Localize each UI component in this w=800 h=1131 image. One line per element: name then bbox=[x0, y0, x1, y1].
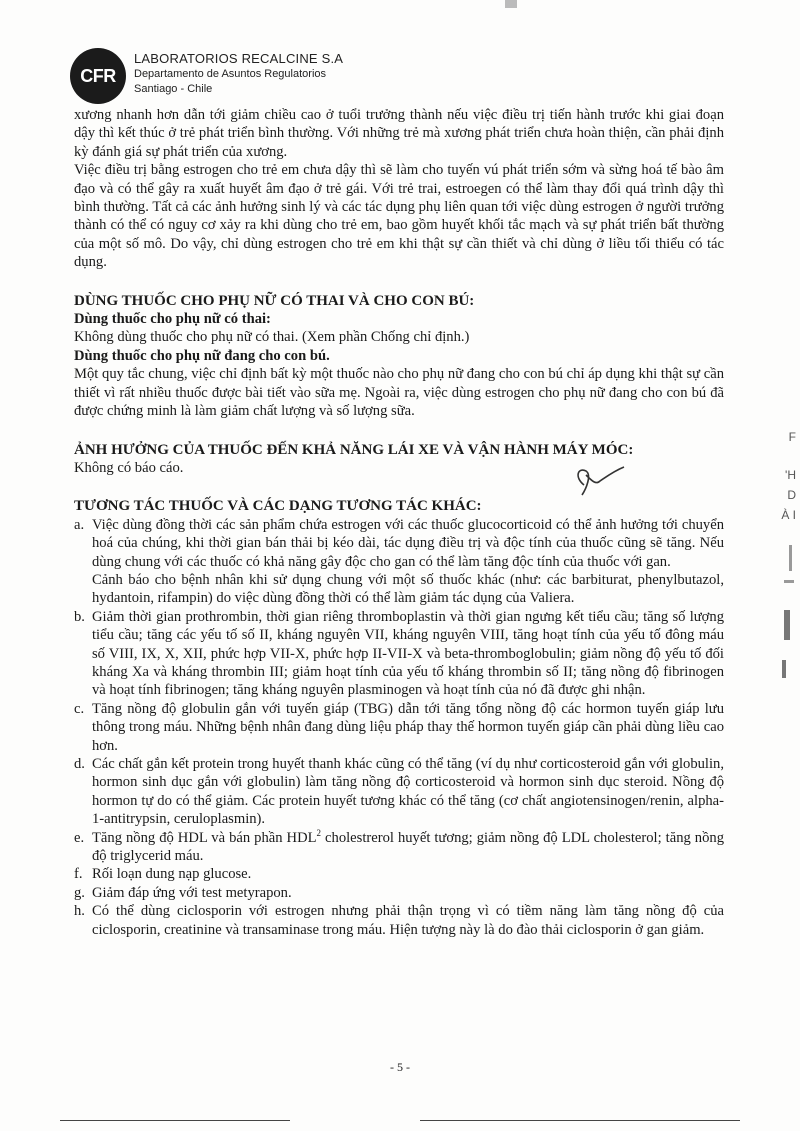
margin-mark: 'H bbox=[785, 468, 796, 482]
item-e-text-post: cholestrerol huyết tương; giảm nồng độ LDL cholesterol; tăng nồng độ triglycerid máu. bbox=[92, 829, 724, 865]
pregnant-text: Không dùng thuốc cho phụ nữ có thai. (Xem phần Chống chỉ định.) bbox=[74, 329, 470, 346]
item-g-text: Giảm đáp ứng với test metyrapon. bbox=[92, 884, 292, 901]
margin-mark: À I bbox=[781, 508, 796, 522]
subheading-breastfeeding: Dùng thuốc cho phụ nữ đang cho con bú. bbox=[74, 347, 330, 364]
list-item bbox=[74, 865, 724, 883]
item-c-text: Tăng nồng độ globulin gắn với tuyến giáp (TBG) dẫn tới tăng tổng nồng độ các hormon tuyến giáp lưu thông trong máu. Những bệnh nhân đang dùng liệu pháp thay thế hormon tuyến giáp cần phải dùng liều cao hơn. bbox=[92, 700, 724, 754]
item-a-text: Việc dùng đồng thời các sản phẩm chứa estrogen với các thuốc glucocorticoid có thể ảnh hưởng tới chuyển hoá của chúng, khi thời gian bán thải bị kéo dài, tác dụng điều trị và độc tính của thuốc cũng sẽ tăng. Nếu dùng chung với các thuốc có khả năng gây độc cho gan có thể làm tăng độc tính của thuốc với gan. bbox=[92, 516, 724, 570]
list-item bbox=[74, 516, 724, 608]
item-e-text bbox=[92, 829, 724, 866]
item-f-text: Rối loạn dung nạp glucose. bbox=[92, 866, 252, 883]
list-item bbox=[74, 608, 724, 700]
breastfeeding-text: Một quy tắc chung, việc chỉ định bất kỳ một thuốc nào cho phụ nữ đang cho con bú chỉ áp dụng khi thật sự cần thiết vì rất nhiều thuốc được bài tiết vào sữa mẹ. Ngoài ra, việc dùng estrogen cho phụ nữ đang cho con bú đã được chứng minh là làm giảm chất lượng và số lượng sữa. bbox=[74, 366, 724, 420]
list-label: e. bbox=[74, 829, 85, 846]
item-h-text: Có thể dùng ciclosporin với estrogen nhưng phải thận trọng vì có tiềm năng làm tăng nồng độ của ciclosporin, creatinine và transaminase trong máu. Hiện tượng này là do đào thải ciclosporin ở gan giảm. bbox=[92, 903, 724, 938]
list-label: b. bbox=[74, 608, 85, 625]
handwritten-signature bbox=[570, 463, 630, 503]
section-heading-pregnancy: DÙNG THUỐC CHO PHỤ NỮ CÓ THAI VÀ CHO CON BÚ: bbox=[74, 292, 475, 309]
department-name: Departamento de Asuntos Regulatorios bbox=[134, 68, 327, 80]
list-item bbox=[74, 700, 724, 755]
list-label: d. bbox=[74, 756, 85, 772]
interaction-list bbox=[74, 516, 724, 939]
margin-mark: D bbox=[787, 488, 796, 502]
scan-artifact bbox=[505, 0, 517, 8]
subheading-pregnant: Dùng thuốc cho phụ nữ có thai: bbox=[74, 311, 271, 328]
superscript: 2 bbox=[316, 827, 322, 838]
list-item bbox=[74, 755, 724, 829]
page-number: - 5 - bbox=[390, 1060, 410, 1074]
scan-artifact bbox=[784, 580, 794, 583]
list-label: a. bbox=[74, 516, 85, 533]
company-name: LABORATORIOS RECALCINE S.A bbox=[134, 51, 344, 66]
section-heading-driving: ẢNH HƯỞNG CỦA THUỐC ĐẾN KHẢ NĂNG LÁI XE VÀ VẬN HÀNH MÁY MÓC: bbox=[74, 441, 634, 458]
footer-rule bbox=[420, 1120, 740, 1121]
list-label: h. bbox=[74, 903, 85, 920]
section-heading-interactions: TƯƠNG TÁC THUỐC VÀ CÁC DẠNG TƯƠNG TÁC KHÁC: bbox=[74, 498, 482, 515]
intro-paragraph-2: Việc điều trị bằng estrogen cho trẻ em chưa dậy thì sẽ làm cho tuyến vú phát triển sớm và sừng hoá tế bào âm đạo và có thể gây ra xuất huyết âm đạo ở trẻ gái. Với trẻ trai, estroegen có thể làm thay đổi quá trình dậy thì bình thường. Tất cả các ảnh hưởng sinh lý và các tác dụng phụ liên quan tới việc dùng estrogen ở người trưởng thành có thể có nguy cơ xảy ra khi dùng cho trẻ em, bao gồm huyết khối tắc mạch và sự phát triển bất thường của một số mô. Do vậy, chỉ dùng estrogen cho trẻ em khi thật sự cần thiết và chỉ dùng ở liều tối thiểu có tác dụng. bbox=[74, 162, 724, 271]
document-body bbox=[74, 106, 724, 939]
scan-artifact bbox=[782, 660, 786, 678]
scan-artifact bbox=[784, 610, 790, 640]
item-e-text-pre: Tăng nồng độ HDL và bán phần HDL bbox=[92, 829, 317, 846]
driving-text: Không có báo cáo. bbox=[74, 459, 184, 476]
list-item bbox=[74, 902, 724, 939]
company-logo bbox=[70, 48, 126, 104]
list-item bbox=[74, 829, 724, 866]
logo-text: CFR bbox=[80, 65, 116, 86]
letterhead bbox=[134, 50, 343, 97]
intro-paragraph-1: xương nhanh hơn dẫn tới giảm chiều cao ở tuổi trưởng thành nếu việc điều trị tiến hành trước khi giai đoạn dậy thì kết thúc ở trẻ phát triển bình thường. Với những trẻ mà xương phát triển chưa hoàn thiện, cần phải định kỳ đánh giá sự phát triển của xương. bbox=[74, 107, 724, 160]
list-label: f. bbox=[74, 866, 83, 883]
scan-artifact bbox=[789, 545, 792, 571]
item-d-text: Các chất gắn kết protein trong huyết thanh khác cũng có thể tăng (ví dụ như corticosteroid gắn với globulin, hormon sinh dục gắn với globulin) làm tăng nồng độ corticosteroid và hormon sinh dục steroid. Nồng độ hormon tự do có thể giảm. Các protein huyết tương khác có thể tăng (cơ chất angiotensinogen/renin, alpha-1-antitrypsin, ceruloplasmin). bbox=[92, 756, 724, 828]
city-name: Santiago - Chile bbox=[134, 83, 213, 95]
list-item bbox=[74, 884, 724, 902]
footer-rule bbox=[60, 1120, 290, 1121]
list-label: g. bbox=[74, 884, 85, 901]
item-a-text-2: Cảnh báo cho bệnh nhân khi sử dụng chung với một số thuốc khác (như: các barbiturat, phenylbutazol, hydantoin, rifampin) do việc dùng đồng thời có thể làm giảm tác dụng của Valiera. bbox=[92, 571, 724, 607]
list-label: c. bbox=[74, 700, 85, 717]
item-b-text: Giảm thời gian prothrombin, thời gian riêng thromboplastin và thời gian ngưng kết tiểu cầu; tăng số lượng tiểu cầu; tăng các yếu tố số II, kháng nguyên VII, kháng nguyên VIII, tăng hoạt tính của yếu tố đông máu số VIII, IX, X, XII, phức hợp VII-X, phức hợp II-VII-X và beta-thromboglobulin; giảm nồng độ yếu tố đối kháng Xa và kháng thrombin III; giảm hoạt tính của yếu tố kháng thrombin số II; tăng nồng độ fibrinogen và hoạt tính fibrinogen; tăng kháng nguyên plasminogen và hoạt tính của nó đã được ghi nhận. bbox=[92, 608, 724, 699]
margin-mark: F bbox=[788, 430, 796, 444]
